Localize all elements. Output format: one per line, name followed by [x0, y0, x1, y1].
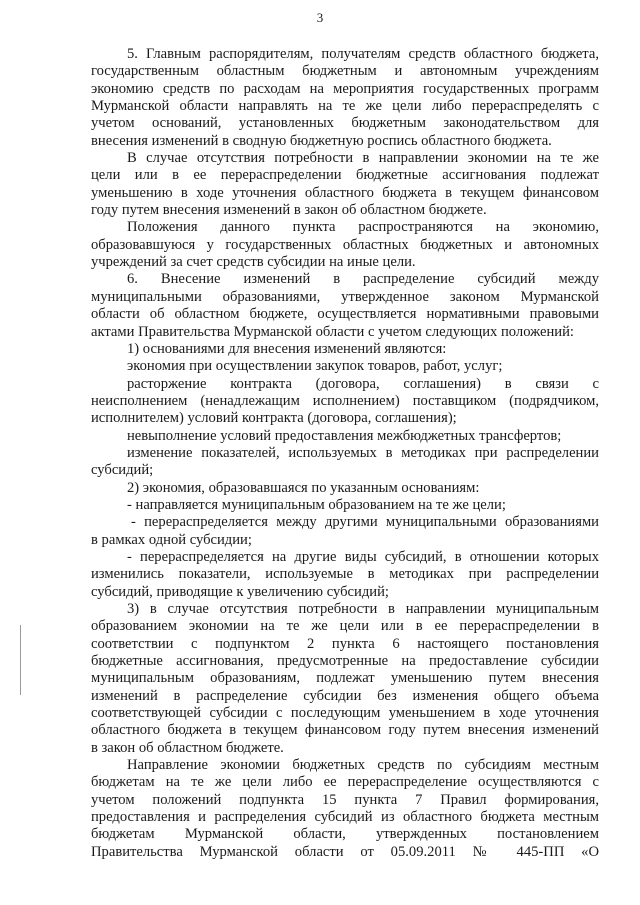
text-line: Положения данного пункта распространяются на экономию, [127, 219, 599, 236]
text-line: Мурманской области направлять на те же цели либо перераспределять с [91, 98, 599, 115]
text-line: в закон об областном бюджете. [91, 739, 284, 756]
text-line: расторжение контракта (договора, соглашения) в связи с [127, 375, 599, 392]
text-line: областного бюджета в текущем финансовом году путем внесения изменений [91, 722, 599, 739]
text-line: муниципальными образованиями, утвержденное законом Мурманской [91, 288, 599, 305]
scan-margin-mark [20, 625, 21, 695]
text-line: субсидий, приводящие к увеличению субсидий; [91, 583, 389, 600]
text-line: Правительства Мурманской области от 05.09.2011 № 445-ПП «О [91, 843, 599, 860]
text-line: муниципальным образованиям, подлежат уменьшению путем внесения [91, 670, 599, 687]
text-line: предоставления и распределения субсидий из областного бюджета местным [91, 809, 599, 826]
text-line: бюджетам на те же цели либо ее перераспределение осуществляются с [91, 774, 599, 791]
text-line: - перераспределяется на другие виды субсидий, в отношении которых [127, 548, 599, 565]
text-line: неисполнением (ненадлежащим исполнением) поставщиком (подрядчиком, [91, 392, 599, 409]
text-line: - перераспределяется между другими муниципальными образованиями [131, 514, 599, 531]
text-line: 6. Внесение изменений в распределение субсидий между [127, 271, 599, 288]
page-number: 3 [316, 10, 324, 25]
text-line: 1) основаниями для внесения изменений являются: [127, 340, 447, 357]
text-line: экономию средств по расходам на мероприятия государственных программ [91, 80, 599, 97]
text-line: государственным областным бюджетным и автономным учреждениям [91, 63, 599, 80]
text-line: невыполнение условий предоставления межбюджетных трансфертов; [127, 427, 562, 444]
text-line: образованием экономии на те же цели или в ее перераспределении в [91, 618, 599, 635]
text-line: изменились показатели, используемые в методиках при распределении [91, 566, 599, 583]
text-line: изменений в распределение субсидии без изменения общего объема [91, 687, 599, 704]
text-line: актами Правительства Мурманской области с учетом следующих положений: [91, 323, 574, 340]
text-line: исполнителем) условий контракта (договора, соглашения); [91, 410, 457, 427]
text-line: В случае отсутствия потребности в направлении экономии на те же [127, 150, 599, 167]
text-line: 3) в случае отсутствия потребности в направлении муниципальным [127, 601, 599, 617]
text-line: изменение показателей, используемых в методиках при распределении [127, 444, 599, 461]
text-line: Направление экономии бюджетных средств по субсидиям местным [127, 757, 599, 774]
text-line: учетом оснований, установленных бюджетным законодательством для [91, 115, 599, 132]
text-line: бюджетные ассигнования, предусмотренные на предоставление субсидии [91, 653, 599, 670]
text-line: бюджетам Мурманской области, утвержденных постановлением [91, 826, 599, 843]
text-line: соответствии с подпунктом 2 пункта 6 настоящего постановления [91, 635, 599, 652]
text-line: году путем внесения изменений в закон об областном бюджете. [91, 202, 487, 219]
text-line: внесения изменений в сводную бюджетную роспись областного бюджета. [91, 132, 552, 149]
text-line: образовавшуюся у государственных областных бюджетных и автономных [91, 236, 599, 253]
text-line: уменьшению в ходе уточнения областного бюджета в текущем финансовом [91, 184, 599, 201]
document-body [91, 46, 599, 861]
text-line: - направляется муниципальным образованием на те же цели; [127, 496, 506, 513]
text-line: соответствующей субсидии с последующим уменьшением в ходе уточнения [91, 705, 599, 722]
text-line: учетом положений подпункта 15 пункта 7 Правил формирования, [91, 791, 599, 808]
text-line: области об областном бюджете, осуществляется нормативными правовыми [91, 306, 599, 323]
text-line: 5. Главным распорядителям, получателям средств областного бюджета, [127, 46, 599, 62]
text-line: 2) экономия, образовавшаяся по указанным основаниям: [127, 479, 480, 496]
text-line: цели или в ее перераспределении бюджетные ассигнования подлежат [91, 167, 599, 184]
text-line: субсидий; [91, 462, 154, 479]
text-line: экономия при осуществлении закупок товаров, работ, услуг; [127, 358, 503, 375]
text-line: учреждений за счет средств субсидии на иные цели. [91, 254, 416, 271]
text-line: в рамках одной субсидии; [91, 531, 252, 548]
